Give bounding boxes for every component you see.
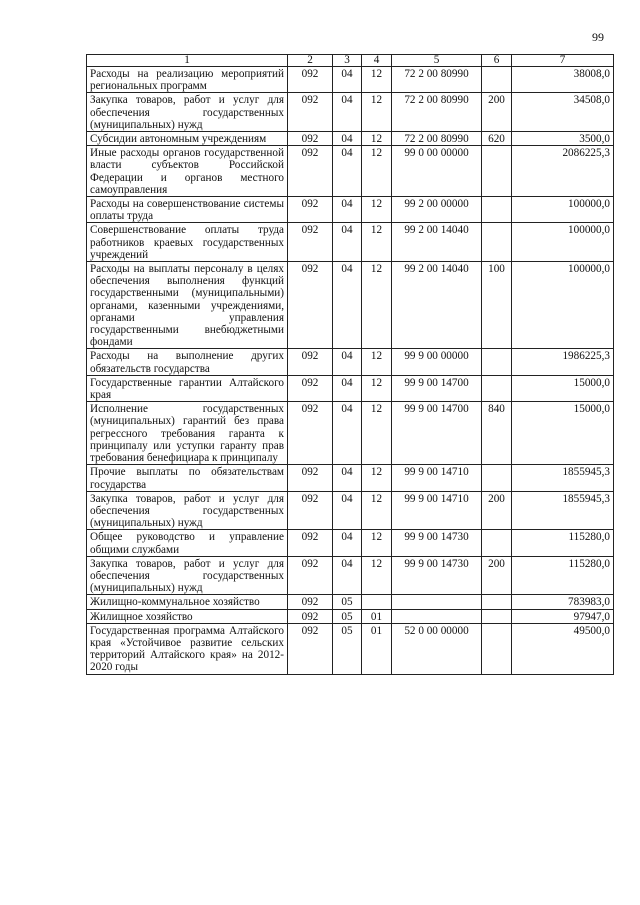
row-description: Государственная программа Алтайского края «Устойчивое развитие сельских территорий Алтайского края» на 2012-2020 годы: [87, 623, 288, 674]
row-subsection-code: 12: [362, 146, 392, 197]
row-grbs-code: 092: [288, 67, 333, 93]
row-subsection-code: 12: [362, 93, 392, 132]
row-amount: 783983,0: [512, 595, 614, 609]
row-grbs-code: 092: [288, 623, 333, 674]
row-description: Общее руководство и управление общими службами: [87, 530, 288, 556]
row-description: Жилищное хозяйство: [87, 609, 288, 623]
row-description: Жилищно-коммунальное хозяйство: [87, 595, 288, 609]
table-row: [87, 197, 614, 223]
row-expense-type: [482, 375, 512, 401]
row-amount: 1855945,3: [512, 491, 614, 530]
row-description: Расходы на выполнение других обязательств государства: [87, 349, 288, 375]
row-target-article: 72 2 00 80990: [392, 132, 482, 146]
table-row: [87, 530, 614, 556]
row-expense-type: [482, 223, 512, 262]
row-grbs-code: 092: [288, 595, 333, 609]
row-subsection-code: 01: [362, 623, 392, 674]
row-grbs-code: 092: [288, 262, 333, 349]
row-amount: 34508,0: [512, 93, 614, 132]
row-grbs-code: 092: [288, 491, 333, 530]
table-row: [87, 262, 614, 349]
row-amount: 1855945,3: [512, 465, 614, 491]
row-target-article: 52 0 00 00000: [392, 623, 482, 674]
row-grbs-code: 092: [288, 402, 333, 465]
table-row: [87, 595, 614, 609]
row-expense-type: [482, 349, 512, 375]
row-subsection-code: 12: [362, 223, 392, 262]
row-grbs-code: 092: [288, 465, 333, 491]
row-expense-type: 200: [482, 491, 512, 530]
row-description: Расходы на совершенствование системы оплаты труда: [87, 197, 288, 223]
row-expense-type: 100: [482, 262, 512, 349]
row-target-article: 99 2 00 14040: [392, 223, 482, 262]
row-target-article: 99 9 00 14700: [392, 402, 482, 465]
row-target-article: 72 2 00 80990: [392, 93, 482, 132]
row-description: Государственные гарантии Алтайского края: [87, 375, 288, 401]
row-section-code: 04: [333, 93, 362, 132]
row-amount: 100000,0: [512, 223, 614, 262]
row-target-article: 99 9 00 14710: [392, 465, 482, 491]
row-section-code: 04: [333, 146, 362, 197]
row-grbs-code: 092: [288, 223, 333, 262]
row-subsection-code: 12: [362, 262, 392, 349]
header-cell: 4: [362, 55, 392, 67]
row-section-code: 04: [333, 465, 362, 491]
header-cell: 3: [333, 55, 362, 67]
row-section-code: 05: [333, 595, 362, 609]
row-section-code: 04: [333, 197, 362, 223]
row-target-article: 99 0 00 00000: [392, 146, 482, 197]
row-subsection-code: 12: [362, 465, 392, 491]
row-expense-type: 620: [482, 132, 512, 146]
row-description: Расходы на выплаты персоналу в целях обеспечения выполнения функций государственными (муниципальными) органами, казенными учреждениями, органами управления государственными внебюджетными фондами: [87, 262, 288, 349]
row-description: Исполнение государственных (муниципальных) гарантий без права регрессного требования гаранта к принципалу или уступки гаранту прав требования бенефициара к принципалу: [87, 402, 288, 465]
table-row: [87, 402, 614, 465]
row-target-article: 72 2 00 80990: [392, 67, 482, 93]
row-target-article: 99 2 00 14040: [392, 262, 482, 349]
row-expense-type: 840: [482, 402, 512, 465]
header-cell: 1: [87, 55, 288, 67]
header-cell: 6: [482, 55, 512, 67]
row-expense-type: [482, 465, 512, 491]
row-subsection-code: 12: [362, 556, 392, 595]
table-row: [87, 491, 614, 530]
row-section-code: 05: [333, 609, 362, 623]
row-expense-type: [482, 146, 512, 197]
table-row: [87, 132, 614, 146]
row-target-article: 99 9 00 14710: [392, 491, 482, 530]
row-amount: 38008,0: [512, 67, 614, 93]
row-expense-type: [482, 595, 512, 609]
row-amount: 2086225,3: [512, 146, 614, 197]
header-cell: 7: [512, 55, 614, 67]
row-description: Закупка товаров, работ и услуг для обеспечения государственных (муниципальных) нужд: [87, 556, 288, 595]
row-section-code: 04: [333, 67, 362, 93]
row-description: Закупка товаров, работ и услуг для обеспечения государственных (муниципальных) нужд: [87, 93, 288, 132]
row-grbs-code: 092: [288, 556, 333, 595]
row-description: Закупка товаров, работ и услуг для обеспечения государственных (муниципальных) нужд: [87, 491, 288, 530]
row-amount: 15000,0: [512, 375, 614, 401]
row-subsection-code: 12: [362, 197, 392, 223]
row-section-code: 04: [333, 223, 362, 262]
row-grbs-code: 092: [288, 375, 333, 401]
row-expense-type: [482, 623, 512, 674]
budget-table: [86, 54, 614, 675]
row-section-code: 04: [333, 375, 362, 401]
table-row: [87, 465, 614, 491]
row-amount: 49500,0: [512, 623, 614, 674]
row-section-code: 04: [333, 349, 362, 375]
row-description: Расходы на реализацию мероприятий региональных программ: [87, 67, 288, 93]
row-subsection-code: 12: [362, 132, 392, 146]
header-row: [87, 55, 614, 67]
row-target-article: [392, 595, 482, 609]
table-row: [87, 93, 614, 132]
row-grbs-code: 092: [288, 349, 333, 375]
row-expense-type: 200: [482, 93, 512, 132]
row-description: Прочие выплаты по обязательствам государства: [87, 465, 288, 491]
row-target-article: 99 9 00 14730: [392, 530, 482, 556]
table-row: [87, 375, 614, 401]
row-section-code: 04: [333, 262, 362, 349]
row-grbs-code: 092: [288, 197, 333, 223]
row-description: Субсидии автономным учреждениям: [87, 132, 288, 146]
row-target-article: 99 9 00 14730: [392, 556, 482, 595]
row-subsection-code: 12: [362, 349, 392, 375]
row-grbs-code: 092: [288, 93, 333, 132]
row-section-code: 04: [333, 491, 362, 530]
row-section-code: 05: [333, 623, 362, 674]
row-amount: 1986225,3: [512, 349, 614, 375]
row-subsection-code: 12: [362, 530, 392, 556]
row-expense-type: [482, 530, 512, 556]
header-cell: 5: [392, 55, 482, 67]
row-expense-type: [482, 67, 512, 93]
row-subsection-code: 12: [362, 375, 392, 401]
row-description: Совершенствование оплаты труда работников краевых государственных учреждений: [87, 223, 288, 262]
row-amount: 100000,0: [512, 262, 614, 349]
row-description: Иные расходы органов государственной власти субъектов Российской Федерации и органов местного самоуправления: [87, 146, 288, 197]
row-grbs-code: 092: [288, 146, 333, 197]
row-grbs-code: 092: [288, 609, 333, 623]
table-row: [87, 623, 614, 674]
header-cell: 2: [288, 55, 333, 67]
row-amount: 100000,0: [512, 197, 614, 223]
table-row: [87, 146, 614, 197]
row-subsection-code: [362, 595, 392, 609]
table-row: [87, 349, 614, 375]
row-subsection-code: 12: [362, 67, 392, 93]
row-amount: 115280,0: [512, 530, 614, 556]
row-section-code: 04: [333, 132, 362, 146]
row-section-code: 04: [333, 402, 362, 465]
table-row: [87, 67, 614, 93]
row-amount: 97947,0: [512, 609, 614, 623]
table-row: [87, 556, 614, 595]
row-amount: 115280,0: [512, 556, 614, 595]
row-section-code: 04: [333, 530, 362, 556]
table-row: [87, 609, 614, 623]
row-target-article: 99 2 00 00000: [392, 197, 482, 223]
row-target-article: 99 9 00 14700: [392, 375, 482, 401]
row-amount: 15000,0: [512, 402, 614, 465]
row-target-article: [392, 609, 482, 623]
page-number: 99: [592, 30, 604, 44]
row-expense-type: 200: [482, 556, 512, 595]
row-subsection-code: 12: [362, 402, 392, 465]
row-target-article: 99 9 00 00000: [392, 349, 482, 375]
row-section-code: 04: [333, 556, 362, 595]
row-expense-type: [482, 609, 512, 623]
row-subsection-code: 12: [362, 491, 392, 530]
row-subsection-code: 01: [362, 609, 392, 623]
row-grbs-code: 092: [288, 530, 333, 556]
row-expense-type: [482, 197, 512, 223]
row-grbs-code: 092: [288, 132, 333, 146]
table-row: [87, 223, 614, 262]
row-amount: 3500,0: [512, 132, 614, 146]
